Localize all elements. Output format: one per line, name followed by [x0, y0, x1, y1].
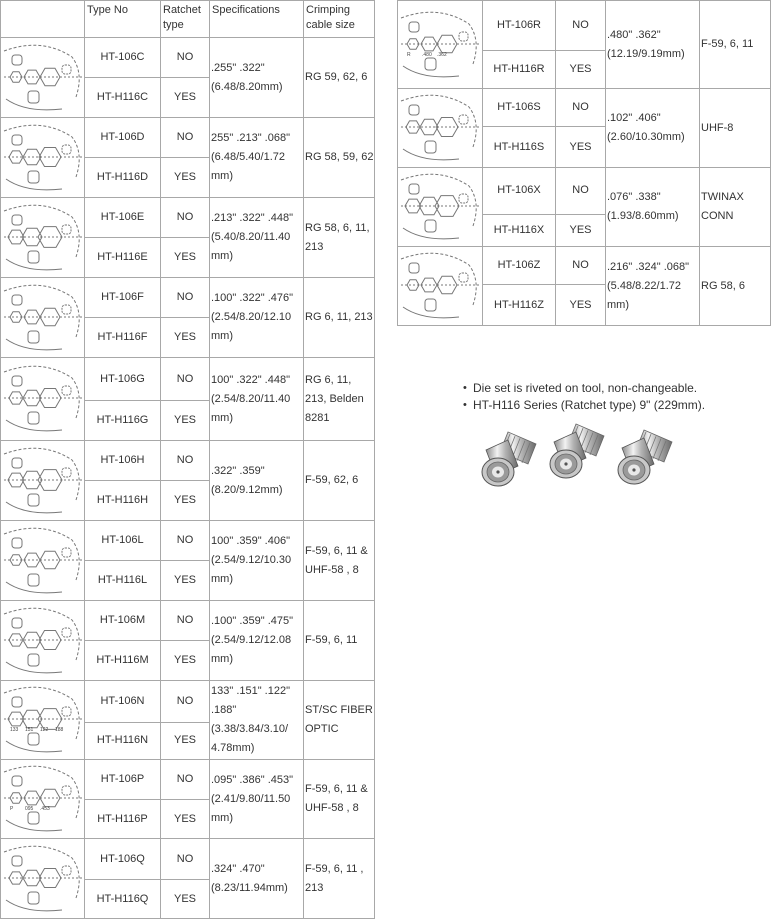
- ratchet-cell: YES: [556, 51, 606, 89]
- table-row: [1, 358, 375, 401]
- spec-cell: .255" .322" (6.48/8.20mm): [210, 38, 304, 118]
- note-item: • HT-H116 Series (Ratchet type) 9" (229mm).: [461, 397, 705, 414]
- spec-cell: .076" .338" (1.93/8.60mm): [606, 168, 700, 247]
- ratchet-cell: NO: [556, 247, 606, 285]
- f-connector-icon: [618, 430, 672, 484]
- spec-cell: 133" .151" .122" .188" (3.38/3.84/3.10/ 4.78mm): [210, 681, 304, 760]
- table-row: [1, 839, 375, 880]
- die-diagram-cell: [398, 89, 483, 168]
- die-label: P: [9, 806, 13, 812]
- die-label: 122: [39, 727, 48, 733]
- table-row: [398, 168, 771, 215]
- die-diagram-cell: [398, 168, 483, 247]
- cable-size-cell: RG 6, 11, 213, Belden 8281: [304, 358, 375, 441]
- ratchet-cell: NO: [161, 601, 210, 641]
- table-row: [1, 38, 375, 78]
- table-row: [398, 1, 771, 51]
- spec-cell: .216" .324" .068" (5.48/8.22/1.72 mm): [606, 247, 700, 326]
- die-diagram-cell: [1, 278, 85, 358]
- type-no-cell: HT-106P: [85, 760, 161, 800]
- header-blank: [1, 1, 85, 38]
- ratchet-cell: NO: [161, 839, 210, 880]
- table-row: [1, 198, 375, 238]
- spec-cell: .480" .362" (12.19/9.19mm): [606, 1, 700, 89]
- ratchet-cell: NO: [556, 168, 606, 215]
- spec-cell: .324" .470" (8.23/11.94mm): [210, 839, 304, 919]
- ratchet-cell: YES: [556, 214, 606, 246]
- crimping-die-icon: [399, 247, 481, 325]
- die-diagram-cell: [1, 839, 85, 919]
- ratchet-cell: YES: [161, 238, 210, 278]
- type-no-cell: HT-H116D: [85, 158, 161, 198]
- crimping-die-icon: [2, 360, 84, 438]
- cable-size-cell: UHF-8: [700, 89, 771, 168]
- header-type-no: Type No: [85, 1, 161, 38]
- spec-cell: 255" .213" .068" (6.48/5.40/1.72 mm): [210, 118, 304, 198]
- type-no-cell: HT-106Q: [85, 839, 161, 880]
- die-label: 133: [9, 727, 18, 733]
- die-diagram-cell: [1, 38, 85, 118]
- crimping-die-icon: [2, 602, 84, 680]
- cable-size-cell: F-59, 62, 6: [304, 441, 375, 521]
- cable-size-cell: F-59, 6, 11: [700, 1, 771, 89]
- type-no-cell: HT-106G: [85, 358, 161, 401]
- die-diagram-cell: [1, 760, 85, 839]
- ratchet-cell: YES: [161, 561, 210, 601]
- type-no-cell: HT-106X: [483, 168, 556, 215]
- ratchet-cell: NO: [161, 198, 210, 238]
- die-diagram-cell: [1, 601, 85, 681]
- cable-size-cell: RG 59, 62, 6: [304, 38, 375, 118]
- ratchet-cell: YES: [161, 800, 210, 839]
- spec-cell: .102" .406" (2.60/10.30mm): [606, 89, 700, 168]
- spec-cell: .100" .359" .475" (2.54/9.12/12.08 mm): [210, 601, 304, 681]
- ratchet-cell: YES: [556, 285, 606, 326]
- table-header-row: [1, 1, 375, 38]
- cable-size-cell: RG 58, 59, 62: [304, 118, 375, 198]
- die-diagram-cell: [1, 358, 85, 441]
- crimping-die-icon: [2, 442, 84, 520]
- cable-size-cell: TWINAX CONN: [700, 168, 771, 247]
- spec-cell: .322" .359" (8.20/9.12mm): [210, 441, 304, 521]
- cable-size-cell: RG 6, 11, 213: [304, 278, 375, 358]
- table-row: [1, 601, 375, 641]
- crimping-die-icon: [399, 89, 481, 167]
- type-no-cell: HT-106F: [85, 278, 161, 318]
- type-no-cell: HT-106N: [85, 681, 161, 723]
- ratchet-cell: YES: [161, 880, 210, 919]
- ratchet-cell: YES: [161, 158, 210, 198]
- type-no-cell: HT-H116C: [85, 78, 161, 118]
- ratchet-cell: NO: [161, 521, 210, 561]
- cable-size-cell: F-59, 6, 11 , 213: [304, 839, 375, 919]
- crimping-die-icon: [2, 199, 84, 277]
- ratchet-cell: NO: [161, 278, 210, 318]
- table-row: [1, 681, 375, 723]
- crimping-die-icon: [2, 840, 84, 918]
- die-diagram-cell: [398, 247, 483, 326]
- die-diagram-cell: [1, 521, 85, 601]
- type-no-cell: HT-106S: [483, 89, 556, 127]
- ratchet-cell: NO: [161, 358, 210, 401]
- die-diagram-cell: [1, 681, 85, 760]
- cable-size-cell: F-59, 6, 11 & UHF-58 , 8: [304, 521, 375, 601]
- die-label: .480: [422, 51, 432, 58]
- type-no-cell: HT-H116S: [483, 127, 556, 168]
- crimping-die-icon: [399, 168, 481, 246]
- table-row: [1, 760, 375, 800]
- ratchet-cell: NO: [161, 681, 210, 723]
- cable-size-cell: F-59, 6, 11 & UHF-58 , 8: [304, 760, 375, 839]
- header-spec: Specifications: [210, 1, 304, 38]
- die-diagram-cell: [398, 1, 483, 89]
- note-item: • Die set is riveted on tool, non-changeable.: [461, 380, 705, 397]
- type-no-cell: HT-106D: [85, 118, 161, 158]
- die-label: .362: [437, 51, 447, 58]
- ratchet-cell: NO: [161, 441, 210, 481]
- f-connector-icon: [482, 432, 536, 486]
- spec-cell: .095" .386" .453" (2.41/9.80/11.50 mm): [210, 760, 304, 839]
- die-diagram-cell: [1, 441, 85, 521]
- ratchet-cell: YES: [161, 318, 210, 358]
- f-connector-photo: [478, 420, 698, 505]
- ratchet-cell: YES: [161, 401, 210, 441]
- header-cable: Crimping cable size: [304, 1, 375, 38]
- crimping-die-icon: [2, 39, 84, 117]
- die-label: 095: [24, 806, 33, 812]
- table-row: [1, 521, 375, 561]
- spec-cell: 100" .359" .406" (2.54/9.12/10.30 mm): [210, 521, 304, 601]
- crimping-die-icon: [2, 522, 84, 600]
- header-ratchet: Ratchet type: [161, 1, 210, 38]
- type-no-cell: HT-106M: [85, 601, 161, 641]
- die-spec-table-left: [0, 0, 375, 919]
- type-no-cell: HT-H116H: [85, 481, 161, 521]
- die-label: .453: [39, 806, 50, 812]
- spec-cell: .100" .322" .476" (2.54/8.20/12.10 mm): [210, 278, 304, 358]
- cable-size-cell: RG 58, 6, 11, 213: [304, 198, 375, 278]
- type-no-cell: HT-H116Z: [483, 285, 556, 326]
- die-diagram-cell: [1, 118, 85, 198]
- die-label: 188: [54, 727, 63, 733]
- crimping-die-icon: [2, 119, 84, 197]
- table-row: [398, 247, 771, 285]
- cable-size-cell: RG 58, 6: [700, 247, 771, 326]
- ratchet-cell: NO: [556, 89, 606, 127]
- ratchet-cell: NO: [161, 38, 210, 78]
- ratchet-cell: NO: [161, 760, 210, 800]
- cable-size-cell: ST/SC FIBER OPTIC: [304, 681, 375, 760]
- type-no-cell: HT-H116L: [85, 561, 161, 601]
- ratchet-cell: YES: [161, 481, 210, 521]
- ratchet-cell: NO: [161, 118, 210, 158]
- type-no-cell: HT-H116N: [85, 722, 161, 759]
- type-no-cell: HT-H116F: [85, 318, 161, 358]
- crimping-die-icon: [2, 760, 84, 838]
- type-no-cell: HT-H116R: [483, 51, 556, 89]
- crimping-die-icon: [2, 279, 84, 357]
- ratchet-cell: YES: [161, 722, 210, 759]
- type-no-cell: HT-H116G: [85, 401, 161, 441]
- type-no-cell: HT-106H: [85, 441, 161, 481]
- crimping-die-icon: [399, 6, 481, 84]
- crimping-die-icon: [2, 681, 84, 759]
- ratchet-cell: NO: [556, 1, 606, 51]
- table-row: [1, 441, 375, 481]
- cable-size-cell: F-59, 6, 11: [304, 601, 375, 681]
- table-row: [398, 89, 771, 127]
- type-no-cell: HT-106Z: [483, 247, 556, 285]
- die-spec-table-right: [397, 0, 771, 326]
- type-no-cell: HT-H116X: [483, 214, 556, 246]
- type-no-cell: HT-H116M: [85, 641, 161, 681]
- table-row: [1, 118, 375, 158]
- ratchet-cell: YES: [161, 78, 210, 118]
- type-no-cell: HT-H116E: [85, 238, 161, 278]
- type-no-cell: HT-106C: [85, 38, 161, 78]
- type-no-cell: HT-H116P: [85, 800, 161, 839]
- die-label: 151: [24, 727, 33, 733]
- die-label: R: [407, 51, 411, 58]
- type-no-cell: HT-H116Q: [85, 880, 161, 919]
- die-diagram-cell: [1, 198, 85, 278]
- f-connector-icon: [550, 424, 604, 478]
- spec-cell: 100" .322" .448" (2.54/8.20/11.40 mm): [210, 358, 304, 441]
- ratchet-cell: YES: [161, 641, 210, 681]
- spec-cell: .213" .322" .448" (5.40/8.20/11.40 mm): [210, 198, 304, 278]
- table-row: [1, 278, 375, 318]
- type-no-cell: HT-106R: [483, 1, 556, 51]
- ratchet-cell: YES: [556, 127, 606, 168]
- type-no-cell: HT-106E: [85, 198, 161, 238]
- type-no-cell: HT-106L: [85, 521, 161, 561]
- notes-list: [461, 380, 705, 414]
